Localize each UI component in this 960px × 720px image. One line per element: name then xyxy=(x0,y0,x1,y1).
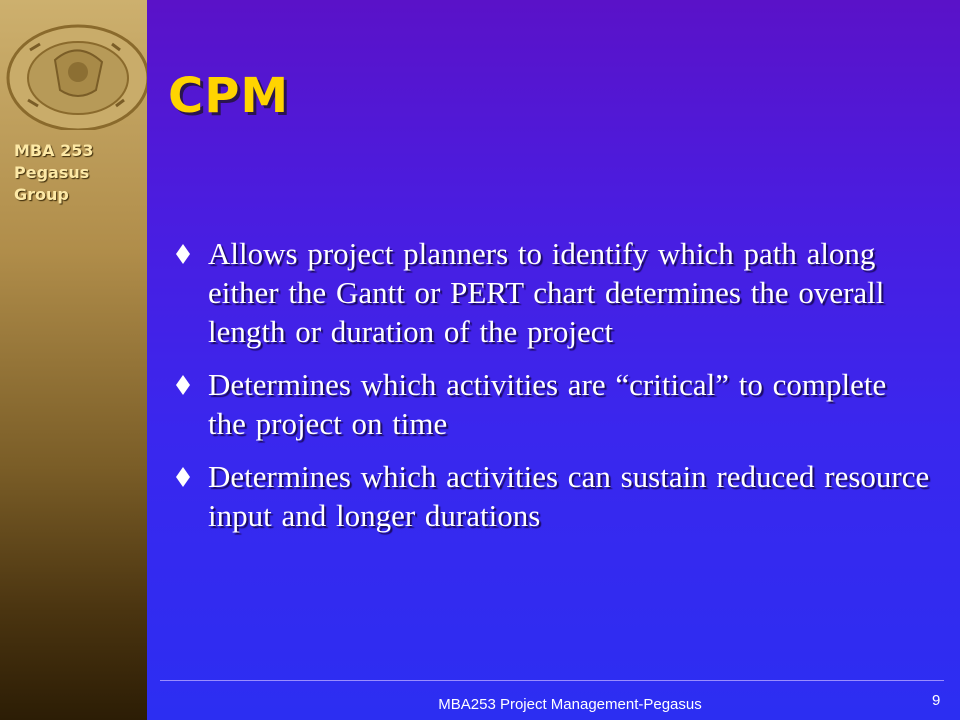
diamond-bullet-icon xyxy=(174,465,192,489)
bullet-text: Determines which activities are “critical” to complete the project on time xyxy=(208,367,887,441)
bullet-text: Allows project planners to identify which path along either the Gantt or PERT chart determines the overall length or duration of the project xyxy=(208,236,885,349)
bullet-item xyxy=(172,365,932,443)
sidebar-title-line: Group xyxy=(14,185,69,204)
slide-title: CPM xyxy=(168,68,290,124)
bullet-text: Determines which activities can sustain reduced resource input and longer durations xyxy=(208,459,930,533)
diamond-bullet-icon xyxy=(174,373,192,397)
bullet-list xyxy=(172,234,932,549)
footer-text: MBA253 Project Management-Pegasus xyxy=(438,696,702,713)
sidebar-group-label xyxy=(14,140,144,206)
sidebar-title-line: Pegasus xyxy=(14,163,90,182)
page-number: 9 xyxy=(932,692,941,709)
sidebar-panel xyxy=(0,0,147,720)
bullet-item xyxy=(172,234,932,351)
sidebar-title-line: MBA 253 xyxy=(14,141,94,160)
footer-divider xyxy=(160,680,944,681)
university-seal-icon xyxy=(0,20,147,130)
diamond-bullet-icon xyxy=(174,242,192,266)
bullet-item xyxy=(172,457,932,535)
